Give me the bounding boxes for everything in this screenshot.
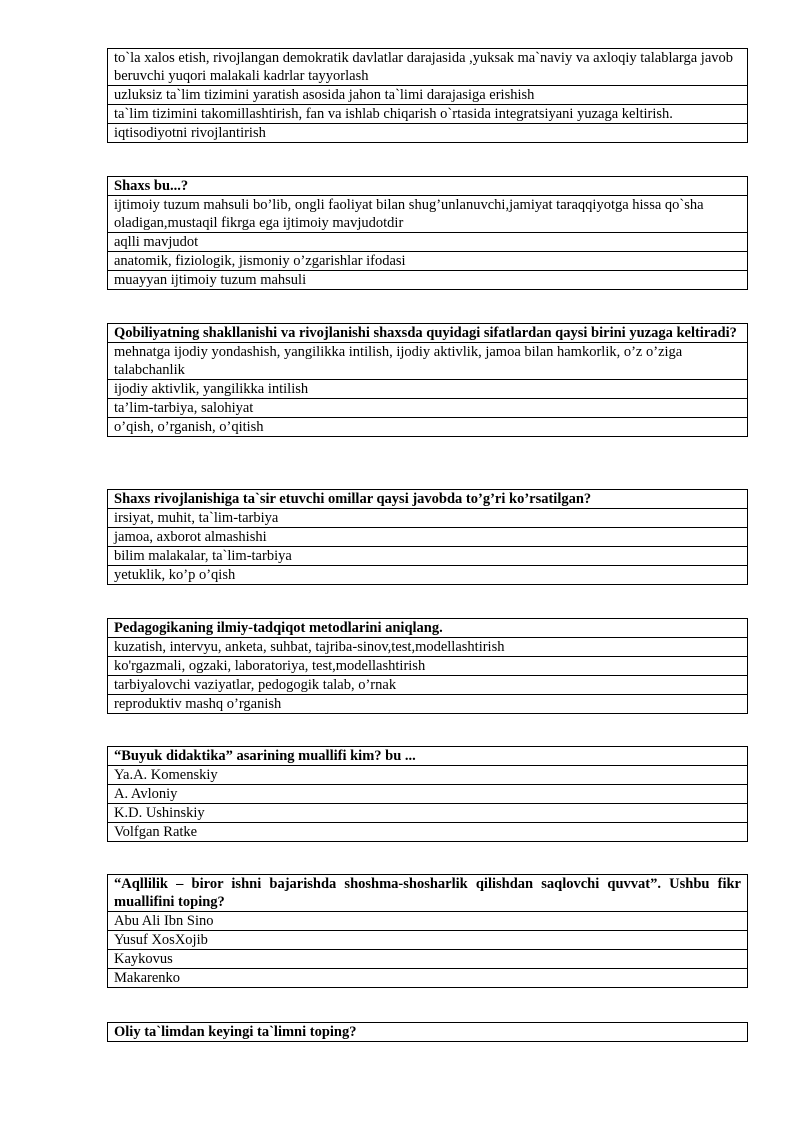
question-text: Oliy ta`limdan keyingi ta`limni toping?: [108, 1023, 748, 1042]
question-block-4: [107, 618, 748, 714]
answer-option[interactable]: bilim malakalar, ta`lim-tarbiya: [108, 547, 748, 566]
answer-option[interactable]: tarbiyalovchi vaziyatlar, pedogogik talab, o’rnak: [108, 676, 748, 695]
question-block-5: [107, 746, 748, 842]
answer-option[interactable]: Kaykovus: [108, 950, 748, 969]
answer-row: [108, 124, 748, 143]
answer-option[interactable]: Makarenko: [108, 969, 748, 988]
answer-table-continued: [107, 48, 748, 143]
answer-option[interactable]: anatomik, fiziologik, jismoniy o’zgarishlar ifodasi: [108, 252, 748, 271]
answer-option[interactable]: to`la xalos etish, rivojlangan demokratik davlatlar darajasida ,yuksak ma`naviy va axloqiy talablarga javob beruvchi yuqori malakali kadrlar tayyorlash: [108, 49, 748, 86]
answer-option[interactable]: aqlli mavjudot: [108, 233, 748, 252]
question-block-1: [107, 176, 748, 290]
answer-option[interactable]: uzluksiz ta`lim tizimini yaratish asosida jahon ta`limi darajasiga erishish: [108, 86, 748, 105]
answer-option[interactable]: ijtimoiy tuzum mahsuli bo’lib, ongli faoliyat bilan shug’unlanuvchi,jamiyat taraqqiyotga hissa qo`sha oladigan,mustaqil fikrga ega ijtimoiy mavjudotdir: [108, 196, 748, 233]
question-text: “Aqllilik – biror ishni bajarishda shoshma-shosharlik qilishdan saqlovchi quvvat”. Ushbu fikr muallifini toping?: [108, 875, 748, 912]
answer-row: [108, 49, 748, 86]
answer-option[interactable]: iqtisodiyotni rivojlantirish: [108, 124, 748, 143]
answer-option[interactable]: jamoa, axborot almashishi: [108, 528, 748, 547]
answer-option[interactable]: ijodiy aktivlik, yangilikka intilish: [108, 380, 748, 399]
answer-option[interactable]: ko'rgazmali, ogzaki, laboratoriya, test,modellashtirish: [108, 657, 748, 676]
question-text: Shaxs rivojlanishiga ta`sir etuvchi omillar qaysi javobda to’g’ri ko’rsatilgan?: [108, 490, 748, 509]
question-block-7: [107, 1022, 748, 1042]
answer-option[interactable]: mehnatga ijodiy yondashish, yangilikka intilish, ijodiy aktivlik, jamoa bilan hamkorlik, o’z o’ziga talabchanlik: [108, 343, 748, 380]
answer-option[interactable]: K.D. Ushinskiy: [108, 804, 748, 823]
answer-option[interactable]: reproduktiv mashq o’rganish: [108, 695, 748, 714]
answer-option[interactable]: yetuklik, ko’p o’qish: [108, 566, 748, 585]
question-block-2: [107, 323, 748, 437]
question-text: “Buyuk didaktika” asarining muallifi kim? bu ...: [108, 747, 748, 766]
answer-row: [108, 105, 748, 124]
answer-option[interactable]: irsiyat, muhit, ta`lim-tarbiya: [108, 509, 748, 528]
question-text: Shaxs bu...?: [108, 177, 748, 196]
answer-option[interactable]: A. Avloniy: [108, 785, 748, 804]
question-text: Qobiliyatning shakllanishi va rivojlanishi shaxsda quyidagi sifatlardan qaysi birini yuzaga keltiradi?: [108, 324, 748, 343]
answer-option[interactable]: muayyan ijtimoiy tuzum mahsuli: [108, 271, 748, 290]
answer-option[interactable]: Volfgan Ratke: [108, 823, 748, 842]
answer-option[interactable]: ta`lim tizimini takomillashtirish, fan va ishlab chiqarish o`rtasida integratsiyani yuzaga keltirish.: [108, 105, 748, 124]
answer-option[interactable]: Yusuf XosXojib: [108, 931, 748, 950]
question-text: Pedagogikaning ilmiy-tadqiqot metodlarini aniqlang.: [108, 619, 748, 638]
answer-row: [108, 86, 748, 105]
answer-option[interactable]: Abu Ali Ibn Sino: [108, 912, 748, 931]
question-block-6: [107, 874, 748, 988]
question-block-3: [107, 489, 748, 585]
answer-option[interactable]: ta’lim-tarbiya, salohiyat: [108, 399, 748, 418]
answer-option[interactable]: Ya.A. Komenskiy: [108, 766, 748, 785]
answer-option[interactable]: o’qish, o’rganish, o’qitish: [108, 418, 748, 437]
answer-option[interactable]: kuzatish, intervyu, anketa, suhbat, tajriba-sinov,test,modellashtirish: [108, 638, 748, 657]
